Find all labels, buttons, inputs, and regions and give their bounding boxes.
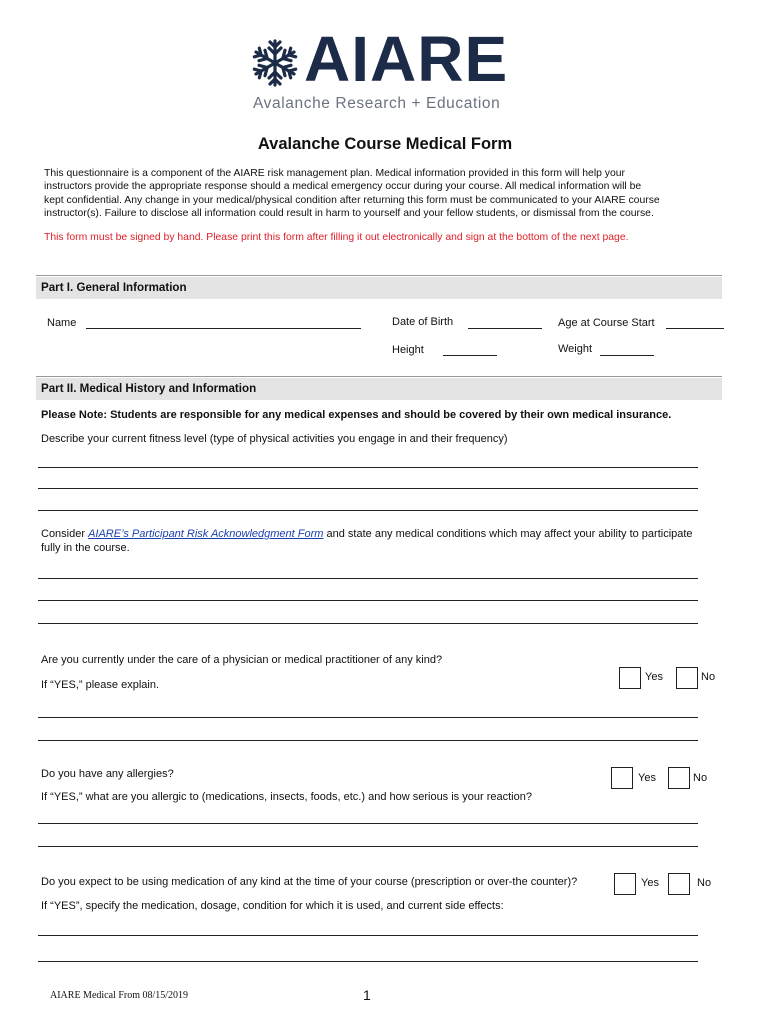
height-field[interactable]: [443, 355, 497, 356]
conditions-question-text: Consider: [41, 528, 89, 540]
age-label: Age at Course Start: [558, 317, 655, 329]
height-label: Height: [392, 344, 424, 356]
dob-label: Date of Birth: [392, 316, 454, 328]
physician-question: Are you currently under the care of a physician or medical practitioner of any kind?: [41, 654, 443, 666]
allergy-explain: If “YES,” what are you allergic to (medications, insects, foods, etc.) and how serious is your reaction?: [41, 791, 532, 803]
medication-answer-line[interactable]: [38, 961, 698, 962]
intro-line: This questionnaire is a component of the AIARE risk management plan. Medical information provided in this form will help your: [44, 168, 626, 179]
fitness-answer-line[interactable]: [38, 510, 698, 511]
page-title: Avalanche Course Medical Form: [257, 135, 513, 153]
yes-label: Yes: [641, 877, 659, 889]
weight-field[interactable]: [600, 355, 654, 356]
name-label: Name: [47, 317, 77, 329]
conditions-question-text: and state any medical conditions which may affect your ability to participate: [323, 528, 693, 540]
medication-no-checkbox[interactable]: [668, 873, 690, 895]
yes-label: Yes: [645, 671, 663, 683]
fitness-question: Describe your current fitness level (type of physical activities you engage in and their frequency): [41, 433, 508, 445]
name-field[interactable]: [86, 328, 361, 329]
physician-explain: If “YES,” please explain.: [41, 679, 160, 691]
yes-label: Yes: [638, 772, 656, 784]
weight-label: Weight: [558, 343, 593, 355]
divider: [36, 376, 722, 377]
allergy-no-checkbox[interactable]: [668, 767, 690, 789]
physician-answer-line[interactable]: [38, 740, 698, 741]
allergy-question: Do you have any allergies?: [41, 768, 174, 780]
page-number: 1: [363, 987, 371, 1003]
insurance-note: Please Note: Students are responsible for any medical expenses and should be covered by their own medical insurance.: [41, 409, 672, 421]
conditions-answer-line[interactable]: [38, 623, 698, 624]
age-field[interactable]: [666, 328, 724, 329]
intro-line: kept confidential. Any change in your medical/physical condition after returning this form must be communicated to your AIARE course: [44, 194, 660, 206]
allergy-answer-line[interactable]: [38, 846, 698, 847]
intro-line: instructor(s). Failure to disclose all information could result in harm to yourself and your fellow students, or dismissal from the course.: [44, 208, 654, 220]
medication-explain: If “YES”, specify the medication, dosage, condition for which it is used, and current side effects:: [41, 900, 504, 912]
section-heading-part2: Part II. Medical History and Information: [36, 378, 722, 400]
no-label: No: [697, 877, 712, 889]
physician-no-checkbox[interactable]: [676, 667, 698, 689]
physician-yes-checkbox[interactable]: [619, 667, 641, 689]
medication-question: Do you expect to be using medication of any kind at the time of your course (prescription or over-the counter)?: [41, 876, 578, 888]
conditions-question: [41, 528, 693, 540]
section-heading-part1: Part I. General Information: [36, 277, 722, 299]
allergy-answer-line[interactable]: [38, 823, 698, 824]
allergy-yes-checkbox[interactable]: [611, 767, 633, 789]
risk-acknowledgment-link[interactable]: AIARE’s Participant Risk Acknowledgment Form: [88, 528, 324, 540]
fitness-answer-line[interactable]: [38, 488, 698, 489]
sign-notice: This form must be signed by hand. Please print this form after filling it out electronically and sign at the bottom of the next page.: [44, 232, 629, 243]
conditions-answer-line[interactable]: [38, 600, 698, 601]
dob-field[interactable]: [468, 328, 542, 329]
intro-line: instructors provide the appropriate response should a medical emergency occur during your course. All medical information will be: [44, 181, 642, 193]
logo-wordmark: AIARE: [304, 23, 509, 95]
physician-answer-line[interactable]: [38, 717, 698, 718]
form-id: AIARE Medical From 08/15/2019: [50, 990, 189, 1001]
conditions-answer-line[interactable]: [38, 578, 698, 579]
fitness-answer-line[interactable]: [38, 467, 698, 468]
medication-answer-line[interactable]: [38, 935, 698, 936]
snowflake-icon: [250, 38, 300, 93]
no-label: No: [701, 671, 716, 683]
divider: [36, 275, 722, 276]
medication-yes-checkbox[interactable]: [614, 873, 636, 895]
conditions-question-line2: fully in the course.: [41, 542, 130, 554]
no-label: No: [693, 772, 708, 784]
logo-subtitle: Avalanche Research + Education: [253, 95, 501, 112]
intro-paragraph: [44, 167, 744, 221]
